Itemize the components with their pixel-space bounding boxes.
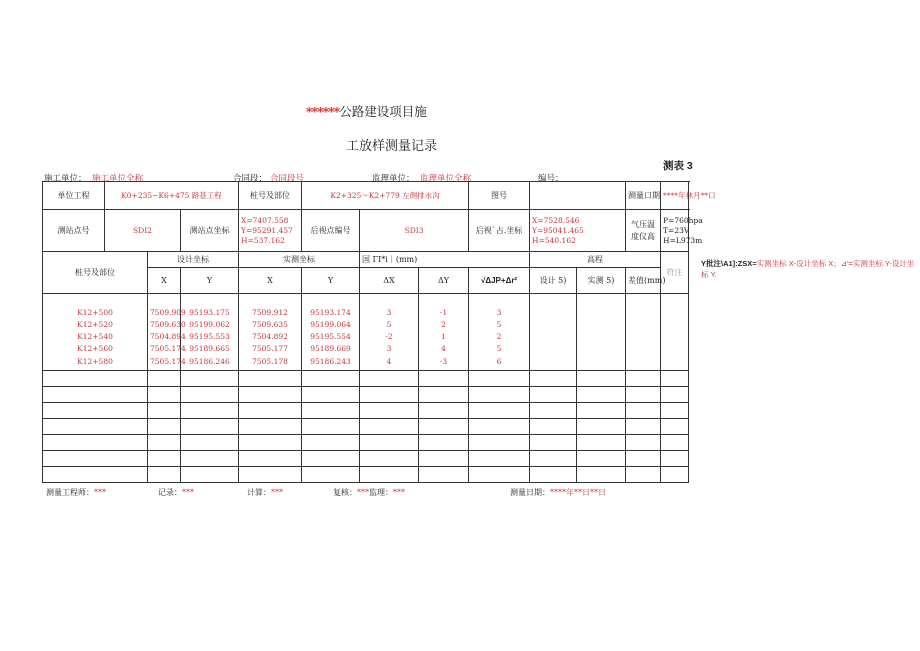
- info-row-2: [43, 210, 689, 252]
- row-design-x: 7505.174: [148, 354, 181, 370]
- unit-project-value: K0+235~K6+475 路基工程: [105, 182, 239, 210]
- backsight-coord-label: 后视`占.坐标: [469, 210, 530, 252]
- row-measured-y: 95186.243: [302, 354, 360, 370]
- review-label: 复核：: [333, 488, 357, 497]
- supervision-value: 监理单位全称: [420, 174, 472, 184]
- empty-row: [43, 370, 689, 386]
- spacer-row: [43, 294, 689, 307]
- pressure-values: [661, 210, 703, 252]
- info-row-1: [43, 182, 689, 210]
- back-x: X=7528.546: [532, 215, 580, 225]
- supervisor-label: 监理：: [369, 488, 393, 497]
- row-dy: 2: [419, 318, 469, 330]
- title-stars: ******: [306, 104, 340, 119]
- supervision-label: 监理单位：: [372, 174, 415, 184]
- record-label: 记录：: [158, 488, 182, 497]
- row-dy: -1: [419, 306, 469, 318]
- backsight-point-value: SDI3: [360, 210, 469, 252]
- title-text-1: 公路建设项目施: [339, 104, 427, 119]
- station-h: H=537.162: [241, 235, 285, 245]
- station-coords: [239, 210, 302, 252]
- footer-calc: [247, 487, 283, 498]
- row-dy: -3: [419, 354, 469, 370]
- station-y: Y=95291.457: [241, 225, 293, 235]
- engineer-label: 测量工程师：: [46, 488, 94, 497]
- comment-text: 实测坐标 X-设计坐标 X；⊿'=实测坐标 Y-设计坐标 Y.: [701, 259, 915, 279]
- row-dx: 5: [360, 318, 419, 330]
- footer-record: [158, 487, 194, 498]
- footer-date: [510, 487, 606, 498]
- calc-value: ***: [271, 488, 283, 497]
- table-row: [43, 354, 689, 370]
- station-part-value: K2+325～K2+779 左侧排水沟: [302, 182, 469, 210]
- back-y: Y=95041.465: [532, 225, 584, 235]
- row-distance: 5: [469, 318, 530, 330]
- side-comment: [701, 258, 916, 280]
- design-x-header: X: [148, 268, 181, 294]
- row-dy: 4: [419, 342, 469, 354]
- empty-row: [43, 418, 689, 434]
- station-coord-label: 测站点坐标: [181, 210, 239, 252]
- distance-header: √ΔJP+Δr²: [469, 268, 530, 294]
- row-measured-x: 7505.178: [239, 354, 302, 370]
- calc-label: 计算：: [247, 488, 271, 497]
- row-distance: 2: [469, 330, 530, 342]
- row-measured-x: 7509.912: [239, 306, 302, 318]
- row-design-y: 95199.062: [181, 318, 239, 330]
- row-design-y: 95186.246: [181, 354, 239, 370]
- row-design-x: 7505.174: [148, 342, 181, 354]
- unit-project-label: 单位工程: [43, 182, 105, 210]
- row-station: K12+580: [43, 354, 148, 370]
- survey-date-value: ****年**日**日: [550, 488, 606, 497]
- row-design-x: 7509.630: [148, 318, 181, 330]
- survey-record-table: [42, 181, 716, 483]
- table-row: [43, 330, 689, 342]
- pressure-label: 气压温度仪高: [626, 210, 661, 252]
- title-line-1: [306, 102, 427, 120]
- row-measured-x: 7505.177: [239, 342, 302, 354]
- row-measured-y: 95195.554: [302, 330, 360, 342]
- station-column-header: 桩号及部位: [43, 252, 148, 294]
- row-distance: 3: [469, 306, 530, 318]
- row-measured-x: 7509.635: [239, 318, 302, 330]
- pressure-h: H=L973m: [663, 235, 703, 245]
- pressure-p: P=760hpa: [663, 215, 703, 225]
- pressure-t: T=23V: [663, 225, 690, 235]
- row-distance: 6: [469, 354, 530, 370]
- row-dx: 4: [360, 354, 419, 370]
- design-y-header: Y: [181, 268, 239, 294]
- construction-unit-value: 施工单位全称: [92, 174, 144, 184]
- contract-value: 合同段号: [270, 174, 305, 184]
- empty-row: [43, 434, 689, 450]
- survey-date-label: 测量日期：: [510, 488, 550, 497]
- footer-engineer: [46, 487, 106, 498]
- review-value: ***: [357, 488, 369, 497]
- empty-row: [43, 402, 689, 418]
- row-dy: 1: [419, 330, 469, 342]
- row-station: K12+500: [43, 306, 148, 318]
- table-row: [43, 318, 689, 330]
- row-distance: 5: [469, 342, 530, 354]
- row-design-y: 95195.553: [181, 330, 239, 342]
- construction-unit-label: 施工单位：: [44, 174, 87, 184]
- back-h: H=540.162: [532, 235, 576, 245]
- table-number: 测表 3: [663, 160, 693, 172]
- comment-prefix: Y批注\A1]:ZSX=: [701, 259, 757, 268]
- design-coord-header: 设计坐标: [148, 252, 239, 268]
- remark-header: 符注: [661, 252, 689, 294]
- dy-header: ΔY: [419, 268, 469, 294]
- row-dx: 3: [360, 306, 419, 318]
- row-design-x: 7509.909: [148, 306, 181, 318]
- row-measured-y: 95193.174: [302, 306, 360, 318]
- row-station: K12+520: [43, 318, 148, 330]
- elev-design-header: 设计 5): [530, 268, 577, 294]
- row-design-x: 7504.894: [148, 330, 181, 342]
- row-station: K12+540: [43, 330, 148, 342]
- measured-y-header: Y: [302, 268, 360, 294]
- row-measured-y: 95199.064: [302, 318, 360, 330]
- station-point-label: 测站点号: [43, 210, 105, 252]
- row-measured-x: 7504.892: [239, 330, 302, 342]
- row-dx: -2: [360, 330, 419, 342]
- backsight-coords: [530, 210, 626, 252]
- footer-review: [333, 487, 405, 498]
- number-label: 编号：: [538, 174, 564, 184]
- empty-row: [43, 386, 689, 402]
- table-row: [43, 306, 689, 318]
- row-station: K12+560: [43, 342, 148, 354]
- column-header-row-1: [43, 252, 689, 268]
- deviation-header: 国 ΓI*i｜(mm): [360, 252, 530, 268]
- station-x: X=7407.558: [241, 215, 289, 225]
- row-dx: 3: [360, 342, 419, 354]
- row-design-y: 95189.665: [181, 342, 239, 354]
- empty-row: [43, 450, 689, 466]
- station-point-value: SDI2: [105, 210, 181, 252]
- elevation-header: 高程: [530, 252, 661, 268]
- table-row: [43, 342, 689, 354]
- row-design-y: 95193.175: [181, 306, 239, 318]
- measured-x-header: X: [239, 268, 302, 294]
- title-line-2: 工放样测量记录: [346, 139, 438, 154]
- measured-coord-header: 实测坐标: [239, 252, 360, 268]
- empty-row: [43, 466, 689, 482]
- figure-value: [530, 182, 626, 210]
- elev-measured-header: 实测 5): [577, 268, 626, 294]
- engineer-value: ***: [94, 488, 106, 497]
- dx-header: ΔX: [360, 268, 419, 294]
- supervisor-value: ***: [393, 488, 405, 497]
- date-value: ****年林月**口: [661, 182, 689, 210]
- elev-diff-header: 差值(mm): [626, 268, 661, 294]
- contract-label: 合同段：: [233, 174, 268, 184]
- station-part-label: 桩号及部位: [239, 182, 302, 210]
- row-measured-y: 95189.669: [302, 342, 360, 354]
- date-label: 测量口期: [626, 182, 661, 210]
- backsight-point-label: 后视点编号: [302, 210, 360, 252]
- record-value: ***: [182, 488, 194, 497]
- figure-label: 图号: [469, 182, 530, 210]
